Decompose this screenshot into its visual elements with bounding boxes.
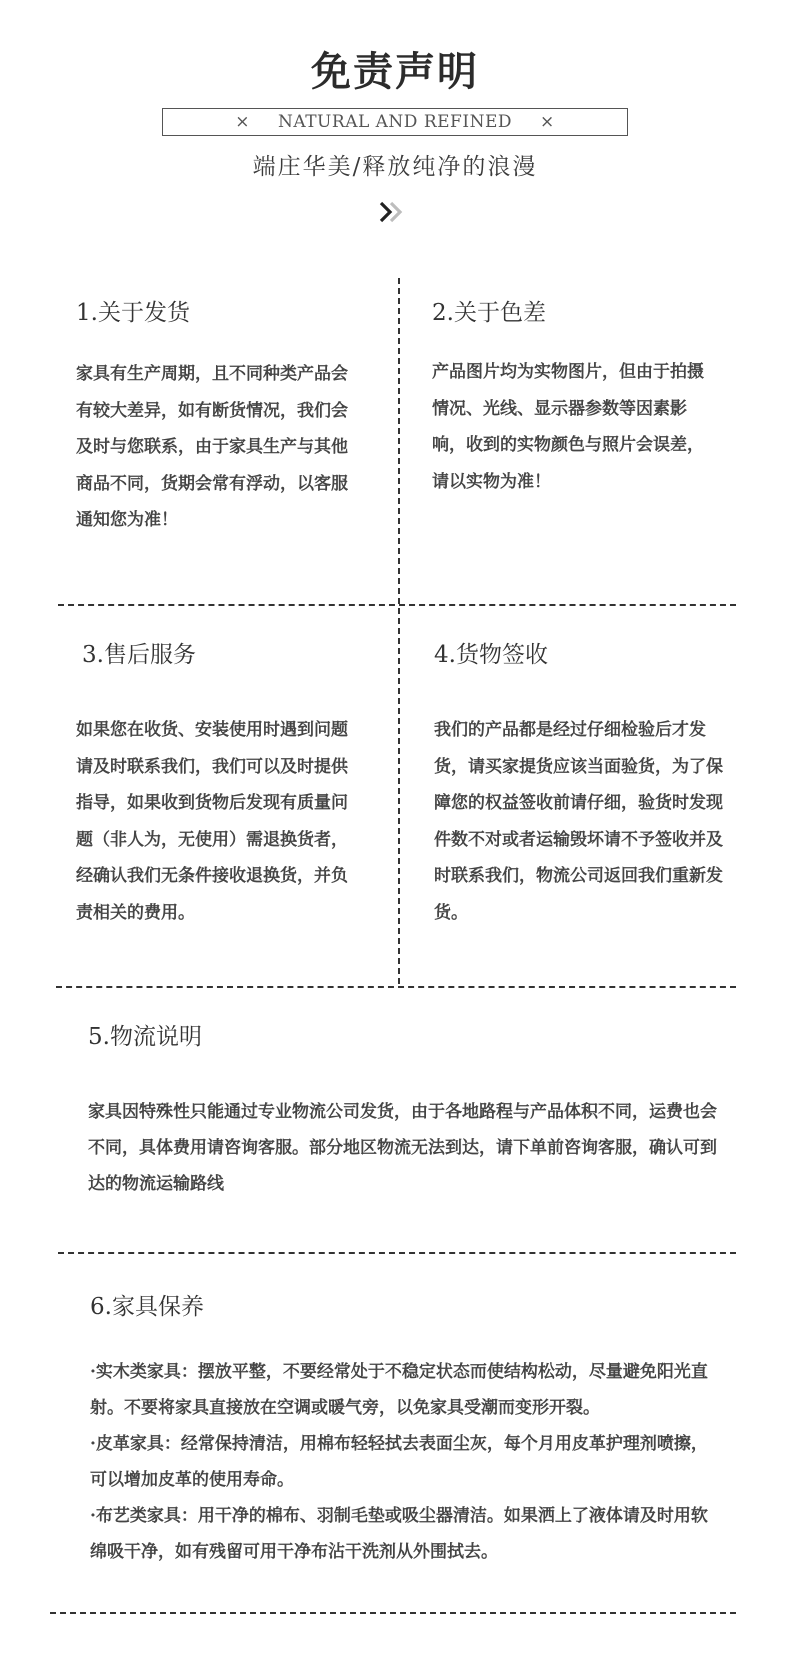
page-title: 免责声明 (311, 48, 479, 95)
care-item-solid-wood: ·实木类家具：摆放平整，不要经常处于不稳定状态而使结构松动，尽量避免阳光直射。不要将家具直接放在空调或暖气旁，以免家具受潮而变形开裂。 (90, 1362, 708, 1418)
horizontal-divider (50, 1612, 736, 1614)
horizontal-divider (58, 1252, 736, 1254)
care-item-leather: ·皮革家具：经常保持清洁，用棉布轻轻拭去表面尘灰，每个月用皮革护理剂喷擦，可以增加皮革的使用寿命。 (90, 1434, 708, 1490)
section-body-after-sales: 如果您在收货、安装使用时遇到问题请及时联系我们，我们可以及时提供指导，如果收到货物后发现有质量问题（非人为，无使用）需退换货者，经确认我们无条件接收退换货，并负责相关的费用。 (76, 720, 348, 923)
page-subtitle: 端庄华美/释放纯净的浪漫 (252, 154, 538, 180)
cross-mark-icon: × (539, 112, 555, 132)
section-title-furniture-care: 6.家具保养 (90, 1294, 204, 1320)
section-title-logistics: 5.物流说明 (88, 1024, 202, 1050)
horizontal-divider (56, 986, 736, 988)
vertical-divider (398, 278, 400, 984)
horizontal-divider (58, 604, 736, 606)
care-item-fabric: ·布艺类家具：用干净的棉布、羽制毛垫或吸尘器清洁。如果洒上了液体请及时用软绵吸干净，如有残留可用干净布沾干洗剂从外围拭去。 (90, 1506, 708, 1562)
section-title-after-sales: 3.售后服务 (82, 642, 196, 668)
section-body-delivery-receipt: 我们的产品都是经过仔细检验后才发货，请买家提货应该当面验货，为了保障您的权益签收前请仔细，验货时发现件数不对或者运输毁坏请不予签收并及时联系我们，物流公司返回我们重新发货。 (434, 720, 723, 923)
tagline-banner (162, 108, 628, 136)
section-body-logistics: 家具因特殊性只能通过专业物流公司发货，由于各地路程与产品体积不同，运费也会不同，具体费用请咨询客服。部分地区物流无法到达，请下单前咨询客服，确认可到达的物流运输路线 (88, 1102, 717, 1194)
section-title-color-difference: 2.关于色差 (432, 300, 546, 326)
section-body-furniture-care (90, 1354, 722, 1570)
section-title-shipping: 1.关于发货 (76, 300, 190, 326)
cross-mark-icon: × (235, 112, 250, 132)
section-body-color-difference: 产品图片均为实物图片，但由于拍摄情况、光线、显示器参数等因素影响，收到的实物颜色与照片会误差，请以实物为准！ (432, 362, 704, 492)
banner-text: NATURAL AND REFINED (278, 112, 512, 132)
double-chevron-right-icon (378, 198, 414, 226)
section-body-shipping: 家具有生产周期，且不同种类产品会有较大差异，如有断货情况，我们会及时与您联系，由于家具生产与其他商品不同，货期会常有浮动，以客服通知您为准！ (76, 364, 348, 530)
section-title-delivery-receipt: 4.货物签收 (434, 642, 548, 668)
